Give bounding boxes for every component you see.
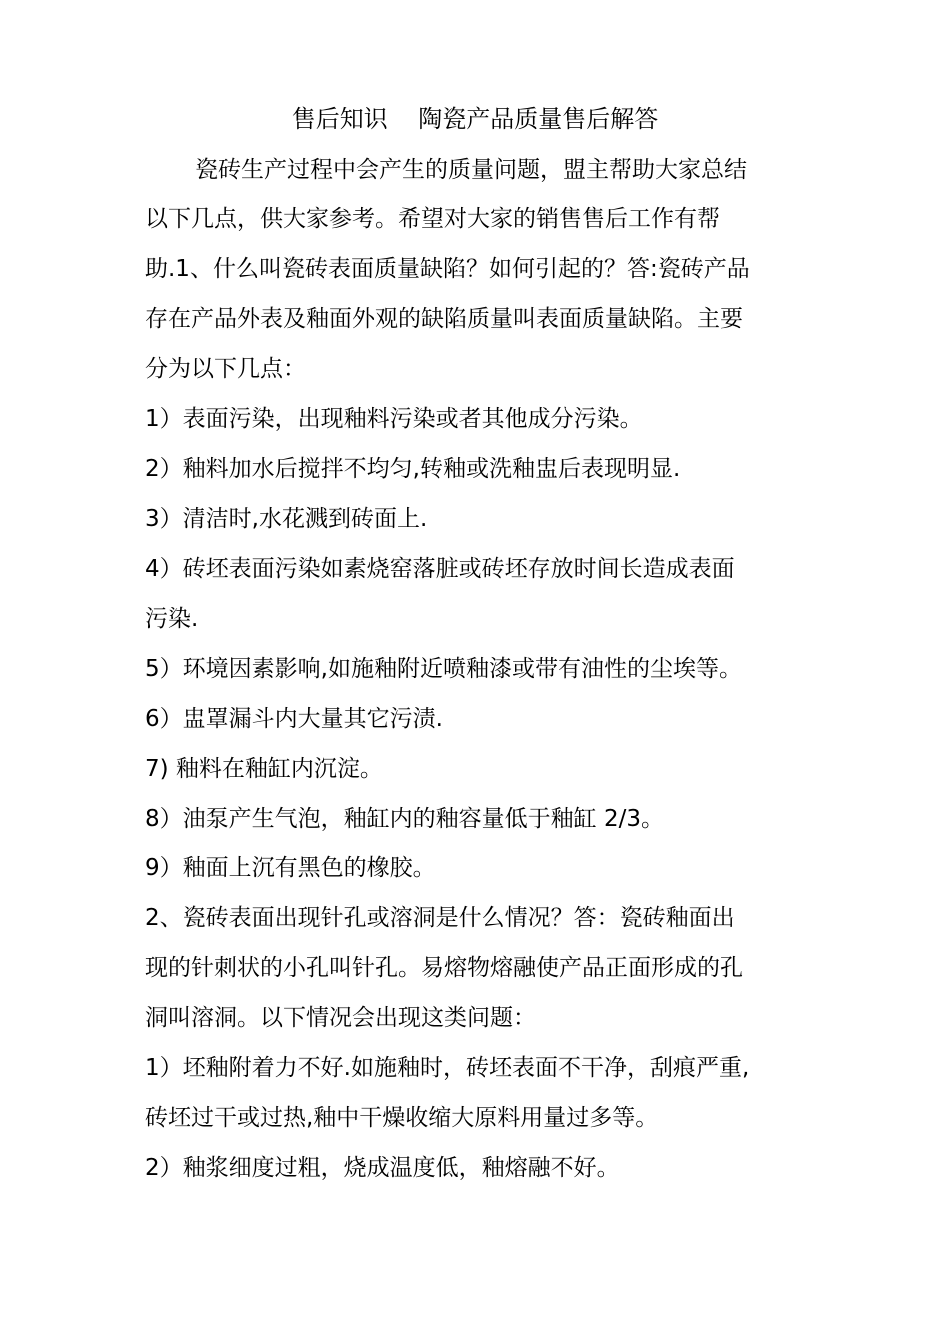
- list-item: 6）盅罩漏斗内大量其它污渍.: [145, 706, 443, 732]
- list-item: 3）清洁时,水花溅到砖面上.: [145, 506, 428, 532]
- list-item: 9）釉面上沉有黑色的橡胶。: [145, 855, 436, 881]
- list-item: 1）表面污染，出现釉料污染或者其他成分污染。: [145, 406, 643, 432]
- paragraph-line: 助.1、什么叫瓷砖表面质量缺陷？如何引起的？答:瓷砖产品: [145, 256, 750, 282]
- paragraph-line: 存在产品外表及釉面外观的缺陷质量叫表面质量缺陷。主要: [145, 306, 743, 332]
- paragraph-line: 分为以下几点：: [145, 356, 306, 382]
- paragraph-line: 现的针刺状的小孔叫针孔。易熔物熔融使产品正面形成的孔: [145, 955, 743, 981]
- list-item: 1）坯釉附着力不好.如施釉时，砖坯表面不干净，刮痕严重,: [145, 1055, 750, 1081]
- list-item: 4）砖坯表面污染如素烧窑落脏或砖坯存放时间长造成表面: [145, 556, 735, 582]
- list-item: 2）釉浆细度过粗，烧成温度低，釉熔融不好。: [145, 1155, 620, 1181]
- document-title: 售后知识 陶瓷产品质量售后解答: [291, 105, 659, 133]
- paragraph-line: 瓷砖生产过程中会产生的质量问题，盟主帮助大家总结: [195, 157, 747, 183]
- list-item: 8）油泵产生气泡，釉缸内的釉容量低于釉缸 2/3。: [145, 806, 664, 832]
- list-item: 5）环境因素影响,如施釉附近喷釉漆或带有油性的尘埃等。: [145, 656, 742, 682]
- paragraph-line: 2、瓷砖表面出现针孔或溶洞是什么情况？答：瓷砖釉面出: [145, 905, 735, 931]
- list-item: 2）釉料加水后搅拌不均匀,转釉或洗釉盅后表现明显.: [145, 456, 681, 482]
- paragraph-line: 以下几点，供大家参考。希望对大家的销售售后工作有帮: [145, 206, 720, 232]
- paragraph-line: 洞叫溶洞。以下情况会出现这类问题：: [145, 1005, 536, 1031]
- list-item-continued: 砖坯过干或过热,釉中干燥收缩大原料用量过多等。: [145, 1105, 659, 1131]
- list-item: 7) 釉料在釉缸内沉淀。: [145, 756, 383, 782]
- list-item-continued: 污染.: [145, 606, 199, 632]
